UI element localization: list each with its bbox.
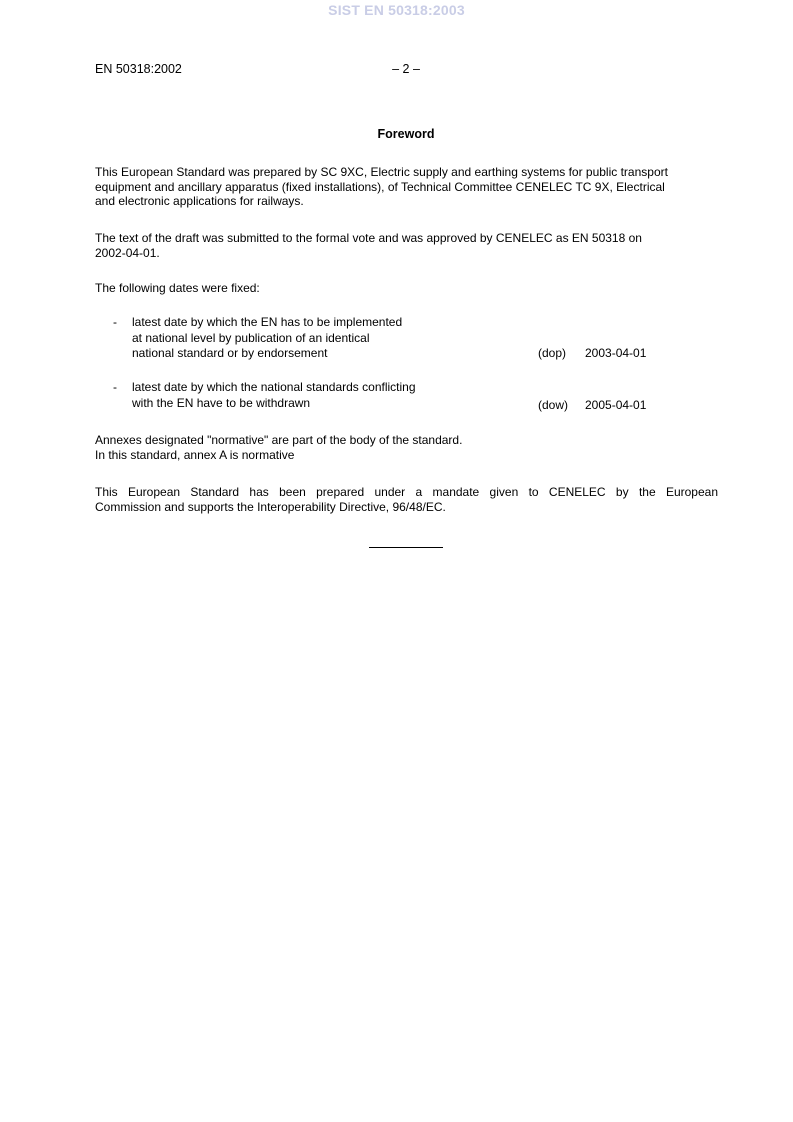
paragraph-line: This European Standard was prepared by SC 9XC, Electric supply and earthing systems for public transport	[95, 165, 668, 179]
paragraph-line: In this standard, annex A is normative	[95, 447, 295, 462]
date-value: 2005-04-01	[585, 398, 647, 412]
date-item-line: at national level by publication of an identical	[132, 330, 370, 345]
foreword-paragraph-approval	[95, 231, 718, 260]
date-code: (dow)	[538, 398, 569, 412]
watermark: SIST EN 50318:2003	[328, 2, 465, 18]
paragraph-line: The text of the draft was submitted to the formal vote and was approved by CENELEC as EN 50318 on	[95, 231, 642, 245]
paragraph-line: equipment and ancillary apparatus (fixed installations), of Technical Committee CENELEC TC 9X, Electrical	[95, 179, 665, 194]
date-item-line: national standard or by endorsement	[132, 346, 328, 360]
foreword-paragraph-preparation	[95, 165, 718, 209]
date-item-description	[132, 380, 416, 411]
section-title: Foreword	[377, 127, 435, 141]
paragraph-line: and electronic applications for railways.	[95, 194, 304, 208]
date-item-line: with the EN have to be withdrawn	[132, 395, 311, 410]
foreword-paragraph-mandate	[95, 485, 718, 514]
date-item-line: latest date by which the EN has to be implemented	[132, 315, 403, 329]
paragraph-line: 2002-04-01.	[95, 245, 160, 260]
document-id: EN 50318:2002	[95, 62, 182, 76]
page-number: – 2 –	[392, 62, 420, 76]
paragraph-line: This European Standard has been prepared under a mandate given to CENELEC by the European	[95, 485, 718, 499]
end-rule-divider	[369, 547, 443, 548]
date-value: 2003-04-01	[585, 346, 647, 360]
list-bullet: -	[113, 315, 117, 329]
foreword-paragraph-dates-intro: The following dates were fixed:	[95, 281, 260, 295]
paragraph-line: Commission and supports the Interoperability Directive, 96/48/EC.	[95, 499, 446, 514]
date-code: (dop)	[538, 346, 567, 360]
date-item-line: latest date by which the national standards conflicting	[132, 380, 416, 394]
paragraph-line: Annexes designated "normative" are part of the body of the standard.	[95, 433, 463, 447]
foreword-paragraph-annexes	[95, 433, 718, 462]
date-item-description	[132, 315, 402, 362]
list-bullet: -	[113, 380, 117, 394]
